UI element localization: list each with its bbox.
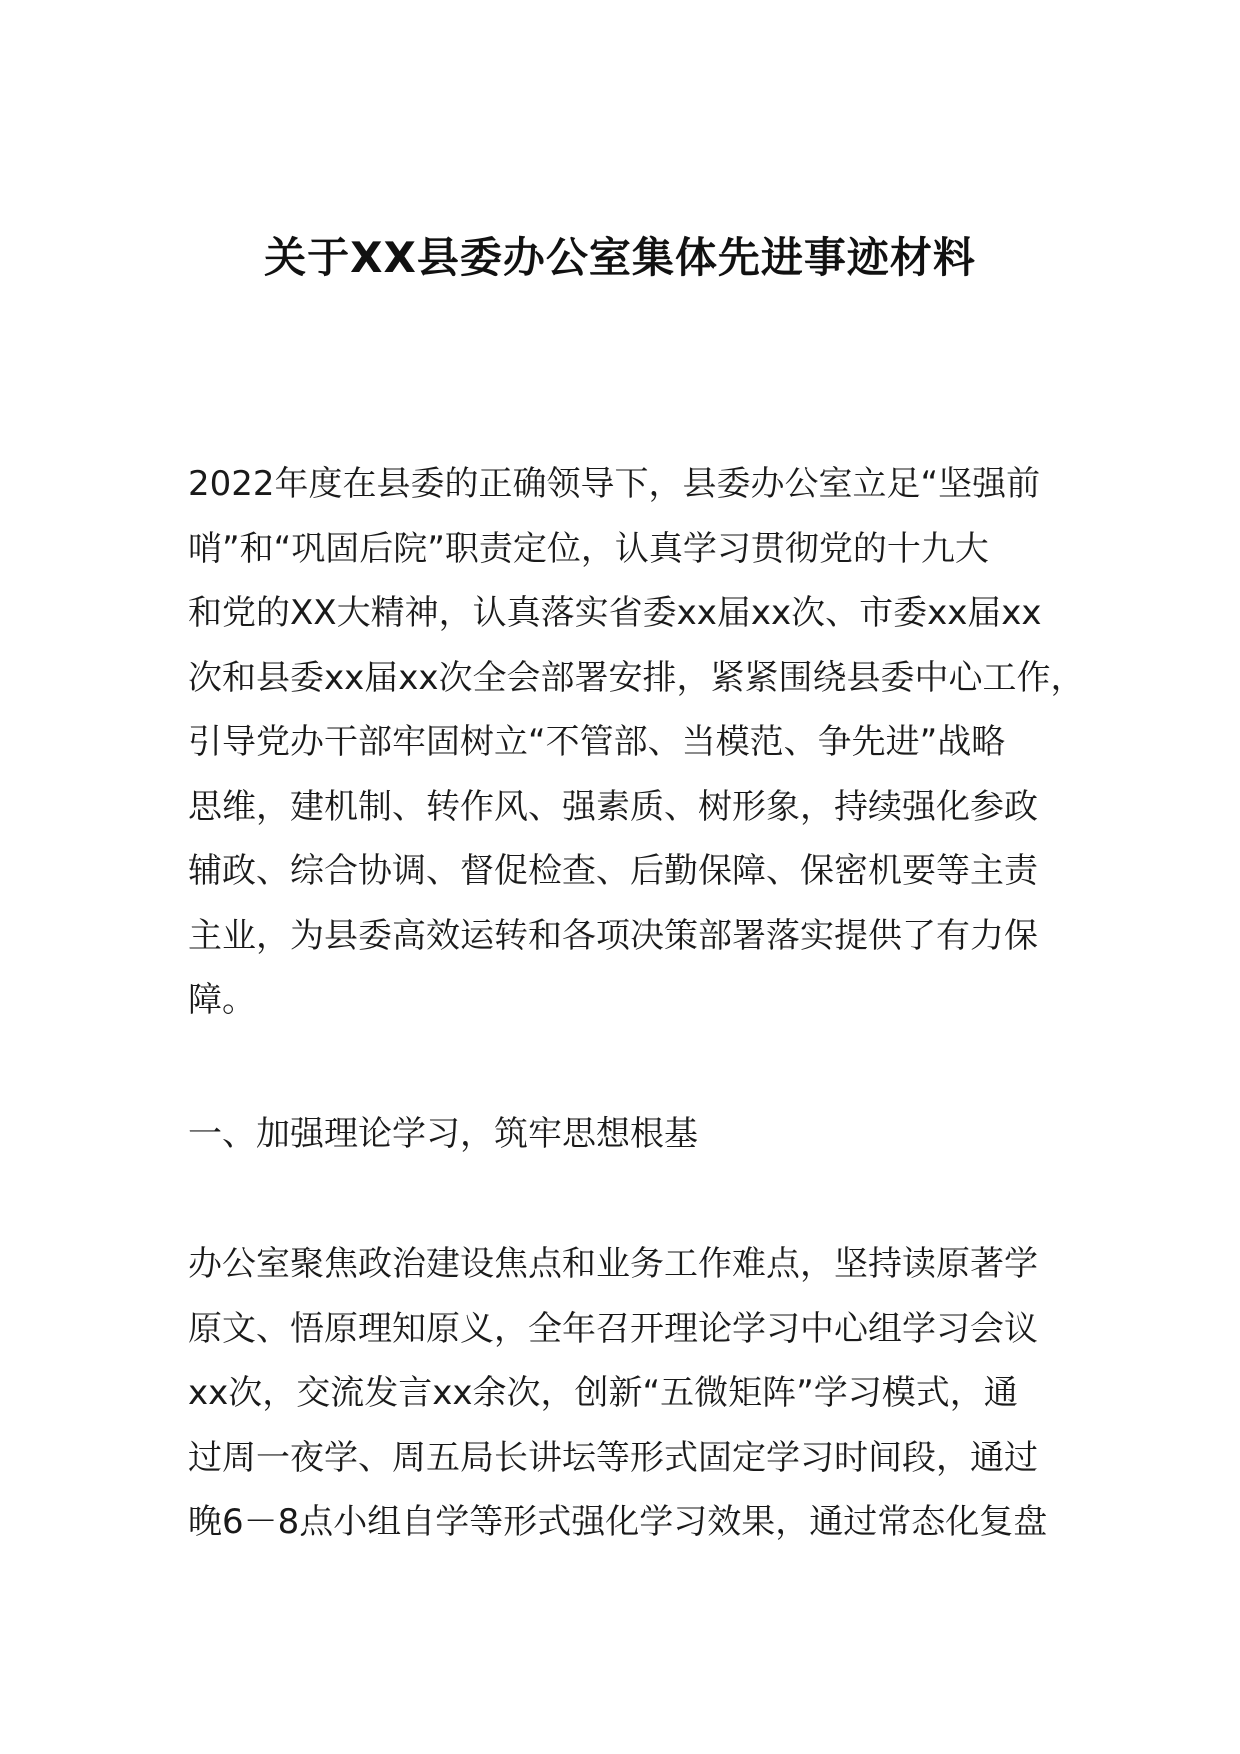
paragraph-line: 原文、悟原理知原义，全年召开理论学习中心组学习会议 [188,1308,1038,1349]
paragraph-line: 障。 [188,980,256,1020]
paragraph-line: 次和县委xx届xx次全会部署安排，紧紧围绕县委中心工作， [188,657,1085,698]
intro-paragraph [188,452,1085,1033]
section-paragraph [188,1232,1058,1555]
paragraph-line: 哨”和“巩固后院”职责定位，认真学习贯彻党的十九大 [188,528,989,569]
paragraph-line: 过周一夜学、周五局长讲坛等形式固定学习时间段，通过 [188,1437,1038,1478]
paragraph-line: 主业，为县委高效运转和各项决策部署落实提供了有力保 [188,915,1038,956]
paragraph-line: 引导党办干部牢固树立“不管部、当模范、争先进”战略 [188,722,1006,762]
section-heading [188,1102,1058,1167]
paragraph-line: 和党的XX大精神，认真落实省委xx届xx次、市委xx届xx [188,593,1042,633]
paragraph-line: 晚6－8点小组自学等形式强化学习效果，通过常态化复盘 [188,1502,1048,1542]
paragraph-line: 思维，建机制、转作风、强素质、树形象，持续强化参政 [188,786,1038,827]
paragraph-line: xx次，交流发言xx余次，创新“五微矩阵”学习模式，通 [188,1373,1018,1413]
paragraph-line: 办公室聚焦政治建设焦点和业务工作难点，坚持读原著学 [188,1244,1038,1284]
paragraph-line: 2022年度在县委的正确领导下，县委办公室立足“坚强前 [188,464,1041,504]
paragraph-line: 辅政、综合协调、督促检查、后勤保障、保密机要等主责 [188,851,1038,891]
section-heading-text: 一、加强理论学习，筑牢思想根基 [188,1114,698,1154]
document-title: 关于XX县委办公室集体先进事迹材料 [264,233,976,283]
